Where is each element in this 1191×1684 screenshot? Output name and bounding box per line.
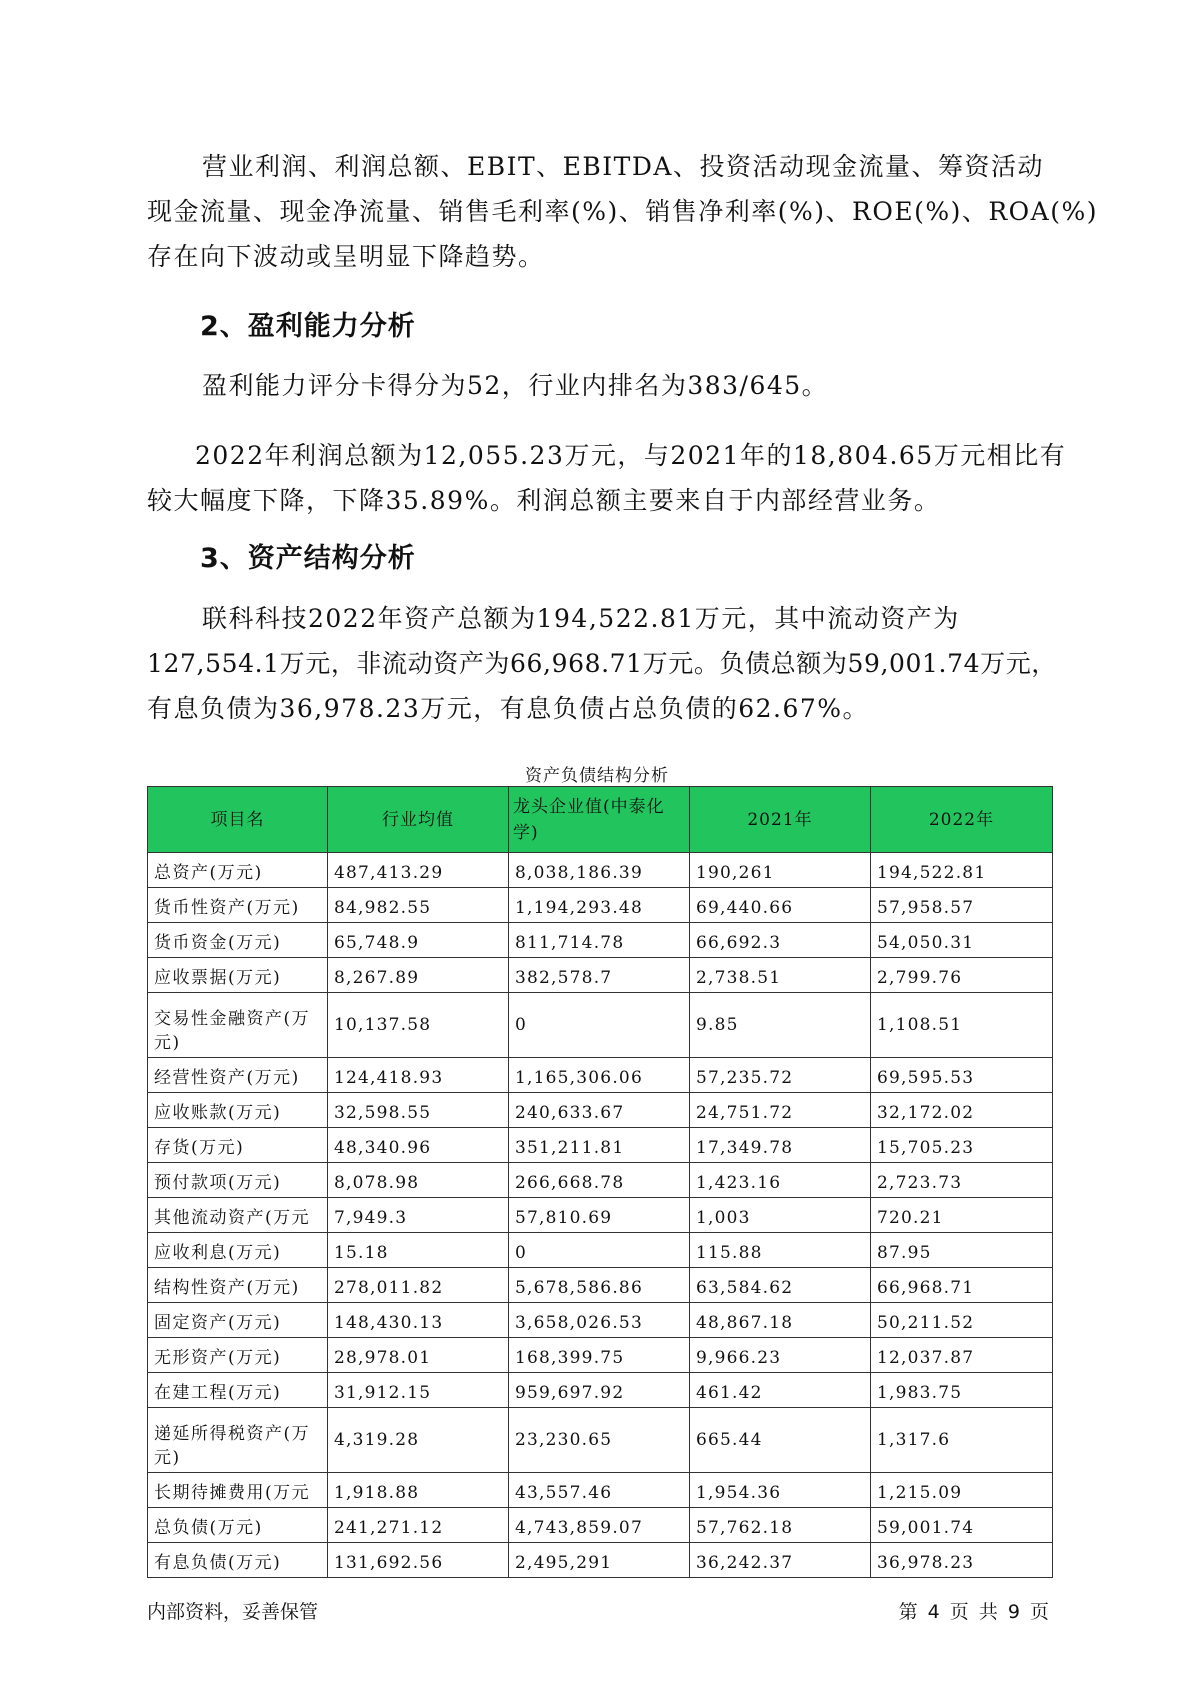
table-row <box>148 1268 1053 1303</box>
cell-industry-average: 278,011.82 <box>328 1268 509 1303</box>
cell-item-name: 应收利息(万元) <box>148 1233 328 1268</box>
cell-2022: 1,317.6 <box>871 1408 1053 1473</box>
table-row <box>148 1198 1053 1233</box>
cell-2021: 9.85 <box>690 993 871 1058</box>
cell-2022: 12,037.87 <box>871 1338 1053 1373</box>
cell-item-name: 在建工程(万元) <box>148 1373 328 1408</box>
cell-industry-average: 31,912.15 <box>328 1373 509 1408</box>
cell-industry-average: 15.18 <box>328 1233 509 1268</box>
cell-item-name: 存货(万元) <box>148 1128 328 1163</box>
cell-2022: 54,050.31 <box>871 923 1053 958</box>
cell-leader-value: 5,678,586.86 <box>509 1268 690 1303</box>
footer-confidential-note: 内部资料，妥善保管 <box>147 1601 319 1623</box>
table-row <box>148 958 1053 993</box>
cell-2022: 2,723.73 <box>871 1163 1053 1198</box>
cell-leader-value: 811,714.78 <box>509 923 690 958</box>
cell-industry-average: 84,982.55 <box>328 888 509 923</box>
table-row <box>148 1163 1053 1198</box>
cell-leader-value: 43,557.46 <box>509 1473 690 1508</box>
cell-industry-average: 124,418.93 <box>328 1058 509 1093</box>
cell-item-name: 无形资产(万元) <box>148 1338 328 1373</box>
cell-2022: 15,705.23 <box>871 1128 1053 1163</box>
cell-item-name: 应收账款(万元) <box>148 1093 328 1128</box>
cell-2021: 24,751.72 <box>690 1093 871 1128</box>
cell-leader-value: 3,658,026.53 <box>509 1303 690 1338</box>
table-row <box>148 888 1053 923</box>
cell-2022: 194,522.81 <box>871 853 1053 888</box>
header-leader-value: 龙头企业值(中泰化学) <box>509 787 690 853</box>
cell-leader-value: 8,038,186.39 <box>509 853 690 888</box>
table-row <box>148 1058 1053 1093</box>
profit-paragraph <box>147 433 1067 523</box>
cell-industry-average: 10,137.58 <box>328 993 509 1058</box>
cell-leader-value: 959,697.92 <box>509 1373 690 1408</box>
cell-industry-average: 1,918.88 <box>328 1473 509 1508</box>
cell-industry-average: 65,748.9 <box>328 923 509 958</box>
cell-industry-average: 8,078.98 <box>328 1163 509 1198</box>
cell-2022: 69,595.53 <box>871 1058 1053 1093</box>
cell-2022: 1,215.09 <box>871 1473 1053 1508</box>
table-row <box>148 923 1053 958</box>
cell-2022: 2,799.76 <box>871 958 1053 993</box>
table-body <box>148 853 1053 1578</box>
header-industry-average: 行业均值 <box>328 787 509 853</box>
cell-leader-value: 1,165,306.06 <box>509 1058 690 1093</box>
cell-item-name: 货币资金(万元) <box>148 923 328 958</box>
cell-item-name: 递延所得税资产(万元) <box>148 1408 328 1473</box>
cell-industry-average: 131,692.56 <box>328 1543 509 1578</box>
cell-item-name: 预付款项(万元) <box>148 1163 328 1198</box>
table-header-row <box>148 787 1053 853</box>
asset-line: 有息负债为36,978.23万元，有息负债占总负债的62.67%。 <box>147 694 870 723</box>
table-row <box>148 1128 1053 1163</box>
table-row <box>148 1408 1053 1473</box>
table-caption: 资产负债结构分析 <box>525 766 669 786</box>
cell-2021: 190,261 <box>690 853 871 888</box>
cell-2021: 461.42 <box>690 1373 871 1408</box>
cell-industry-average: 7,949.3 <box>328 1198 509 1233</box>
profitability-score-paragraph <box>147 363 1047 408</box>
cell-2021: 48,867.18 <box>690 1303 871 1338</box>
intro-line: 营业利润、利润总额、EBIT、EBITDA、投资活动现金流量、筹资活动 <box>202 152 1044 181</box>
cell-2022: 1,108.51 <box>871 993 1053 1058</box>
cell-industry-average: 241,271.12 <box>328 1508 509 1543</box>
asset-line: 127,554.1万元，非流动资产为66,968.71万元。负债总额为59,001.74万元， <box>147 649 1057 678</box>
profit-line: 2022年利润总额为12,055.23万元，与2021年的18,804.65万元相比有 <box>195 441 1067 470</box>
table-row <box>148 1543 1053 1578</box>
table-row <box>148 1093 1053 1128</box>
cell-2021: 66,692.3 <box>690 923 871 958</box>
cell-2022: 87.95 <box>871 1233 1053 1268</box>
intro-paragraph <box>147 144 1098 279</box>
profit-line: 较大幅度下降，下降35.89%。利润总额主要来自于内部经营业务。 <box>147 486 941 515</box>
balance-structure-table <box>147 786 1053 1578</box>
cell-2021: 17,349.78 <box>690 1128 871 1163</box>
cell-2021: 36,242.37 <box>690 1543 871 1578</box>
cell-leader-value: 168,399.75 <box>509 1338 690 1373</box>
cell-item-name: 其他流动资产(万元 <box>148 1198 328 1233</box>
cell-industry-average: 148,430.13 <box>328 1303 509 1338</box>
cell-leader-value: 266,668.78 <box>509 1163 690 1198</box>
cell-item-name: 长期待摊费用(万元 <box>148 1473 328 1508</box>
cell-leader-value: 0 <box>509 1233 690 1268</box>
cell-leader-value: 2,495,291 <box>509 1543 690 1578</box>
intro-line: 存在向下波动或呈明显下降趋势。 <box>147 242 545 271</box>
cell-2021: 1,954.36 <box>690 1473 871 1508</box>
intro-line: 现金流量、现金净流量、销售毛利率(%)、销售净利率(%)、ROE(%)、ROA(%) <box>147 197 1098 226</box>
cell-item-name: 结构性资产(万元) <box>148 1268 328 1303</box>
cell-2022: 59,001.74 <box>871 1508 1053 1543</box>
cell-2021: 57,762.18 <box>690 1508 871 1543</box>
cell-2021: 665.44 <box>690 1408 871 1473</box>
cell-2022: 36,978.23 <box>871 1543 1053 1578</box>
table-row <box>148 1233 1053 1268</box>
cell-leader-value: 4,743,859.07 <box>509 1508 690 1543</box>
score-line: 盈利能力评分卡得分为52，行业内排名为383/645。 <box>202 371 829 400</box>
cell-item-name: 总负债(万元) <box>148 1508 328 1543</box>
cell-2022: 720.21 <box>871 1198 1053 1233</box>
cell-2021: 9,966.23 <box>690 1338 871 1373</box>
cell-leader-value: 240,633.67 <box>509 1093 690 1128</box>
table-row <box>148 1508 1053 1543</box>
header-2022: 2022年 <box>871 787 1053 853</box>
table-row <box>148 853 1053 888</box>
header-2021: 2021年 <box>690 787 871 853</box>
cell-item-name: 经营性资产(万元) <box>148 1058 328 1093</box>
table-row <box>148 1373 1053 1408</box>
cell-2022: 50,211.52 <box>871 1303 1053 1338</box>
cell-leader-value: 1,194,293.48 <box>509 888 690 923</box>
cell-item-name: 总资产(万元) <box>148 853 328 888</box>
cell-2022: 57,958.57 <box>871 888 1053 923</box>
table-row <box>148 1473 1053 1508</box>
cell-item-name: 固定资产(万元) <box>148 1303 328 1338</box>
cell-industry-average: 4,319.28 <box>328 1408 509 1473</box>
cell-2021: 1,003 <box>690 1198 871 1233</box>
cell-item-name: 交易性金融资产(万元) <box>148 993 328 1058</box>
cell-industry-average: 8,267.89 <box>328 958 509 993</box>
table-row <box>148 993 1053 1058</box>
cell-2021: 1,423.16 <box>690 1163 871 1198</box>
cell-item-name: 应收票据(万元) <box>148 958 328 993</box>
cell-item-name: 有息负债(万元) <box>148 1543 328 1578</box>
cell-2021: 63,584.62 <box>690 1268 871 1303</box>
cell-2022: 1,983.75 <box>871 1373 1053 1408</box>
cell-2021: 115.88 <box>690 1233 871 1268</box>
cell-item-name: 货币性资产(万元) <box>148 888 328 923</box>
cell-industry-average: 28,978.01 <box>328 1338 509 1373</box>
cell-2021: 2,738.51 <box>690 958 871 993</box>
cell-leader-value: 382,578.7 <box>509 958 690 993</box>
cell-2022: 66,968.71 <box>871 1268 1053 1303</box>
table-row <box>148 1338 1053 1373</box>
cell-industry-average: 32,598.55 <box>328 1093 509 1128</box>
cell-leader-value: 351,211.81 <box>509 1128 690 1163</box>
section-heading-asset-structure: 3、资产结构分析 <box>200 543 416 574</box>
table-row <box>148 1303 1053 1338</box>
cell-industry-average: 48,340.96 <box>328 1128 509 1163</box>
cell-leader-value: 23,230.65 <box>509 1408 690 1473</box>
cell-2022: 32,172.02 <box>871 1093 1053 1128</box>
cell-leader-value: 0 <box>509 993 690 1058</box>
section-heading-profitability: 2、盈利能力分析 <box>200 311 416 342</box>
header-item-name: 项目名 <box>148 787 328 853</box>
asset-structure-paragraph <box>147 596 1057 731</box>
asset-line: 联科科技2022年资产总额为194,522.81万元，其中流动资产为 <box>202 604 960 633</box>
cell-leader-value: 57,810.69 <box>509 1198 690 1233</box>
footer-page-number: 第 4 页 共 9 页 <box>898 1601 1049 1623</box>
cell-industry-average: 487,413.29 <box>328 853 509 888</box>
cell-2021: 69,440.66 <box>690 888 871 923</box>
cell-2021: 57,235.72 <box>690 1058 871 1093</box>
